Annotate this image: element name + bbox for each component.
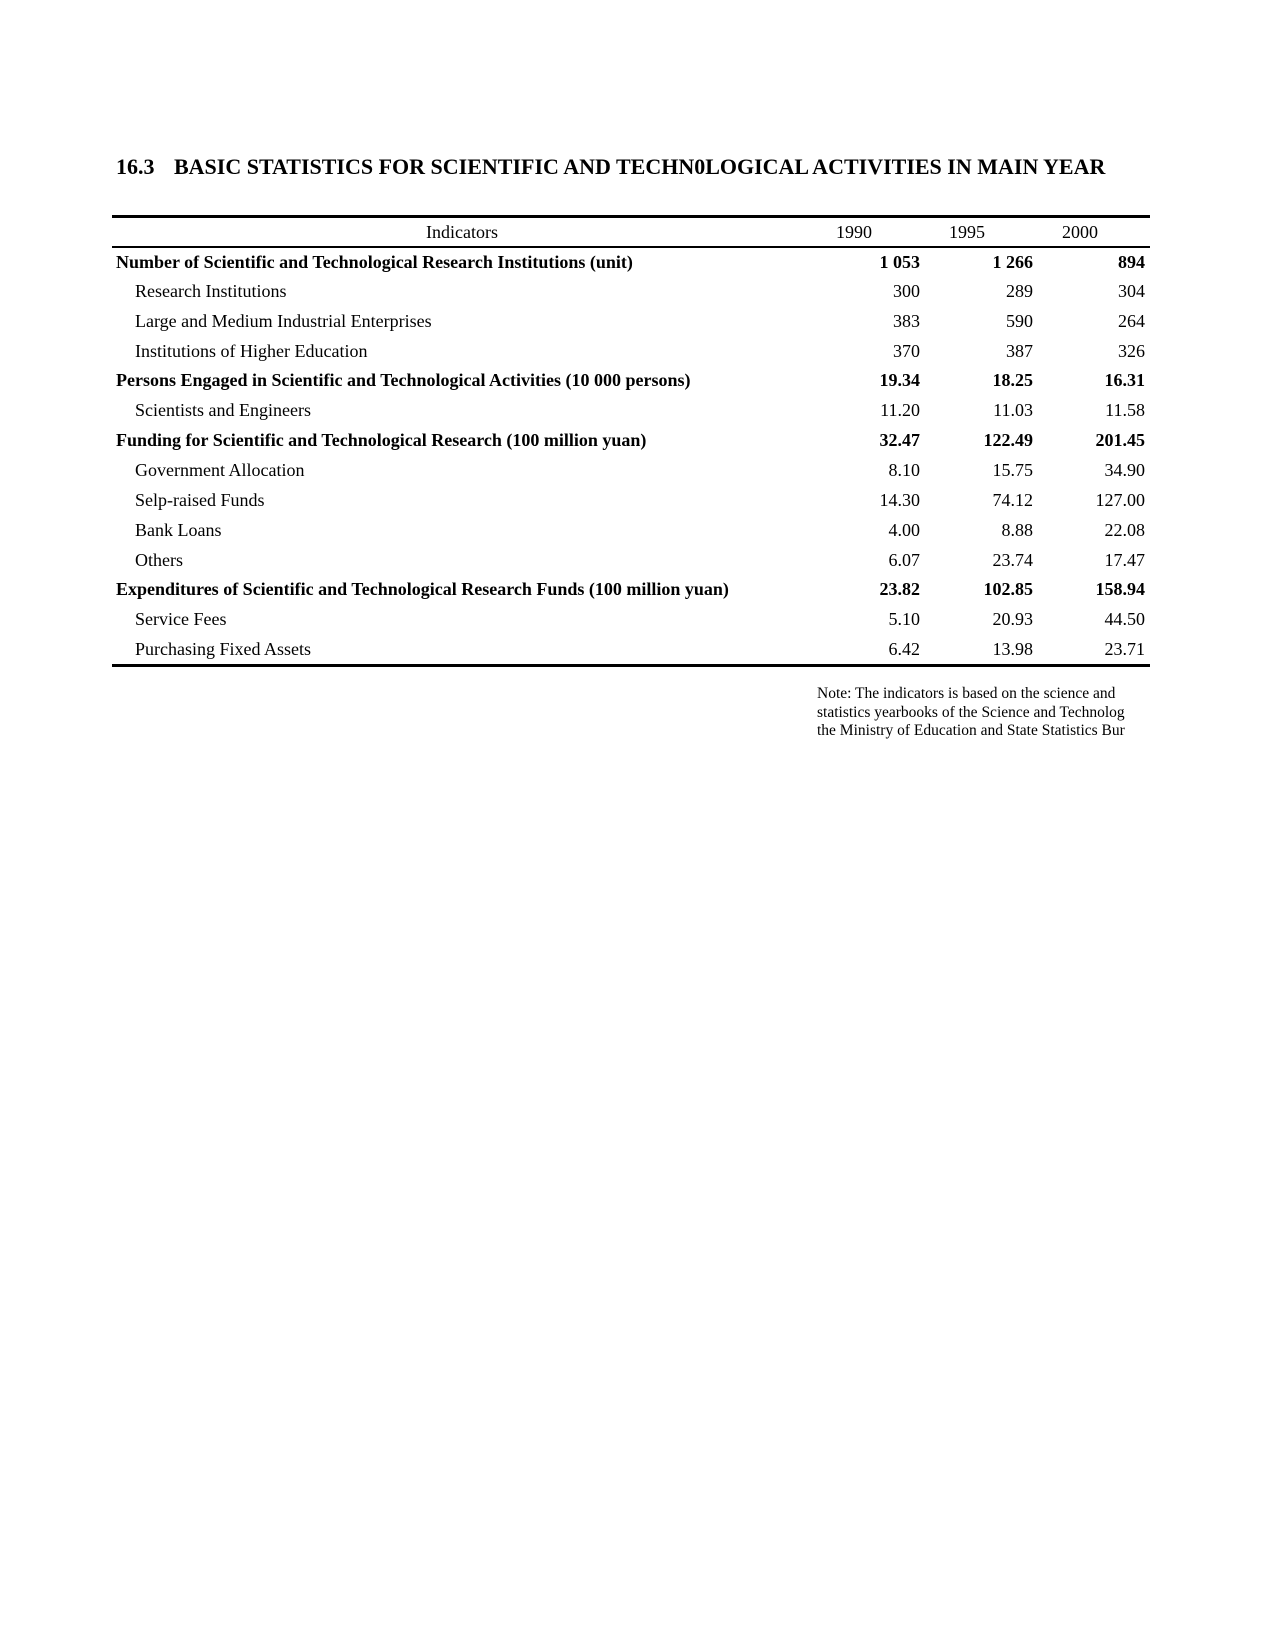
table-header-row <box>112 217 1150 247</box>
statistics-table <box>112 215 1150 667</box>
footnote <box>817 685 1150 741</box>
value-cell-1995: 15.75 <box>992 459 1033 480</box>
indicator-label: Expenditures of Scientific and Technological Research Funds (100 million yuan) <box>116 579 729 600</box>
value-cell-1995: 18.25 <box>992 370 1033 391</box>
value-cell-2000: 34.90 <box>1104 459 1145 480</box>
footnote-line: Note: The indicators is based on the science and <box>817 685 1116 702</box>
table-row <box>112 277 1150 307</box>
indicator-label: Purchasing Fixed Assets <box>112 635 812 666</box>
table-row <box>112 426 1150 456</box>
value-cell-2000: 127.00 <box>1095 489 1145 510</box>
indicator-label: Funding for Scientific and Technological Research (100 million yuan) <box>116 430 647 451</box>
header-indicators: Indicators <box>112 217 812 247</box>
value-cell-2000: 326 <box>1118 340 1145 361</box>
header-year-1995: 1995 <box>925 217 1038 247</box>
table-row <box>112 515 1150 545</box>
table-row <box>112 366 1150 396</box>
table-row <box>112 545 1150 575</box>
value-cell-1990: 6.42 <box>812 635 925 666</box>
value-cell-1995: 13.98 <box>925 635 1038 666</box>
value-cell-1990: 8.10 <box>888 459 920 480</box>
table-row <box>112 306 1150 336</box>
value-cell-1990: 300 <box>893 280 920 301</box>
value-cell-1995: 122.49 <box>983 430 1033 451</box>
table-row <box>112 575 1150 605</box>
indicator-label: Institutions of Higher Education <box>135 340 368 361</box>
value-cell-1995: 289 <box>1006 280 1033 301</box>
header-year-2000: 2000 <box>1038 217 1150 247</box>
footnote-line: statistics yearbooks of the Science and Technolog <box>817 703 1125 721</box>
indicator-label: Service Fees <box>135 609 227 630</box>
value-cell-1990: 1 053 <box>879 251 920 272</box>
table-row <box>112 485 1150 515</box>
indicator-label: Scientists and Engineers <box>135 400 311 421</box>
indicator-label: Bank Loans <box>135 519 222 540</box>
value-cell-2000: 304 <box>1118 280 1145 301</box>
table-row <box>112 396 1150 426</box>
value-cell-1990: 370 <box>893 340 920 361</box>
value-cell-2000: 201.45 <box>1095 430 1145 451</box>
value-cell-2000: 894 <box>1118 251 1145 272</box>
value-cell-1995: 590 <box>1006 310 1033 331</box>
value-cell-1990: 32.47 <box>879 430 920 451</box>
indicator-label: Research Institutions <box>135 280 287 301</box>
value-cell-1990: 14.30 <box>879 489 920 510</box>
value-cell-1990: 5.10 <box>888 609 920 630</box>
indicator-label: Selp-raised Funds <box>135 489 265 510</box>
title-text: BASIC STATISTICS FOR SCIENTIFIC AND TECHN0LOGICAL ACTIVITIES IN MAIN YEAR <box>174 154 1106 179</box>
value-cell-1995: 11.03 <box>993 400 1033 421</box>
indicator-label: Large and Medium Industrial Enterprises <box>135 310 432 331</box>
value-cell-1990: 11.20 <box>880 400 920 421</box>
page-title <box>116 150 1150 184</box>
value-cell-1990: 19.34 <box>879 370 920 391</box>
indicator-label: Others <box>135 549 183 570</box>
value-cell-1995: 387 <box>1006 340 1033 361</box>
header-year-1990: 1990 <box>812 217 925 247</box>
table-row <box>112 635 1150 666</box>
value-cell-1995: 20.93 <box>992 609 1033 630</box>
value-cell-1995: 1 266 <box>992 251 1033 272</box>
value-cell-1995: 102.85 <box>983 579 1033 600</box>
value-cell-1995: 8.88 <box>1001 519 1033 540</box>
value-cell-2000: 17.47 <box>1104 549 1145 570</box>
value-cell-2000: 44.50 <box>1104 609 1145 630</box>
footnote-line: the Ministry of Education and State Statistics Bur <box>817 722 1125 739</box>
value-cell-1995: 23.74 <box>992 549 1033 570</box>
value-cell-2000: 158.94 <box>1095 579 1145 600</box>
value-cell-2000: 23.71 <box>1038 635 1150 666</box>
table-body <box>112 247 1150 666</box>
value-cell-1990: 4.00 <box>888 519 920 540</box>
value-cell-1990: 383 <box>893 310 920 331</box>
section-number: 16.3 <box>116 154 155 179</box>
indicator-label: Number of Scientific and Technological Research Institutions (unit) <box>116 251 633 272</box>
value-cell-2000: 16.31 <box>1104 370 1145 391</box>
indicator-label: Government Allocation <box>135 459 305 480</box>
value-cell-2000: 264 <box>1118 310 1145 331</box>
value-cell-1990: 6.07 <box>888 549 920 570</box>
table-row <box>112 336 1150 366</box>
value-cell-2000: 11.58 <box>1105 400 1145 421</box>
table-row <box>112 456 1150 486</box>
indicator-label: Persons Engaged in Scientific and Technological Activities (10 000 persons) <box>116 370 691 391</box>
table-row <box>112 247 1150 277</box>
value-cell-2000: 22.08 <box>1104 519 1145 540</box>
value-cell-1990: 23.82 <box>879 579 920 600</box>
table-row <box>112 605 1150 635</box>
value-cell-1995: 74.12 <box>992 489 1033 510</box>
